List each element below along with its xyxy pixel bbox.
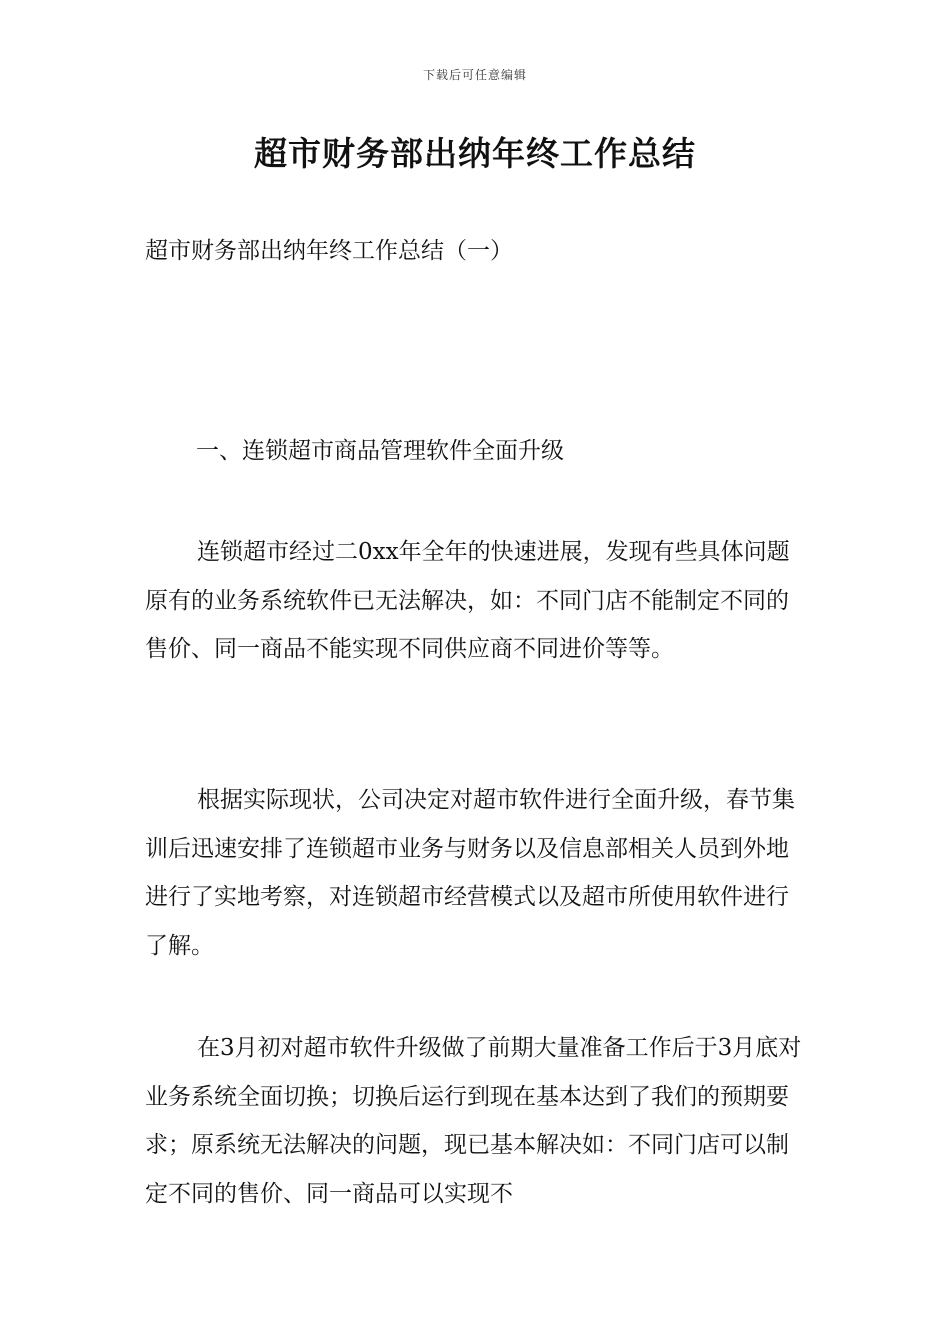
document-title: 超市财务部出纳年终工作总结 bbox=[254, 134, 696, 173]
section-heading: 一、连锁超市商品管理软件全面升级 bbox=[196, 438, 564, 464]
header-note: 下载后可任意编辑 bbox=[422, 68, 527, 82]
document-subtitle: 超市财务部出纳年终工作总结（一） bbox=[145, 238, 513, 264]
body-paragraph: 根据实际现状，公司决定对超市软件进行全面升级，春节集训后迅速安排了连锁超市业务与财务以及信息部相关人员到外地进行了实地考察，对连锁超市经营模式以及超市所使用软件进行了解。 bbox=[145, 787, 795, 959]
body-paragraph: 连锁超市经过二0xx年全年的快速进展，发现有些具体问题原有的业务系统软件已无法解决，如：不同门店不能制定不同的售价、同一商品不能实现不同供应商不同进价等等。 bbox=[145, 539, 790, 662]
body-paragraph: 在3月初对超市软件升级做了前期大量准备工作后于3月底对业务系统全面切换；切换后运行到现在基本达到了我们的预期要求；原系统无法解决的问题，现已基本解决如：不同门店可以制定不同的售价、同一商品可以实现不 bbox=[145, 1035, 802, 1207]
